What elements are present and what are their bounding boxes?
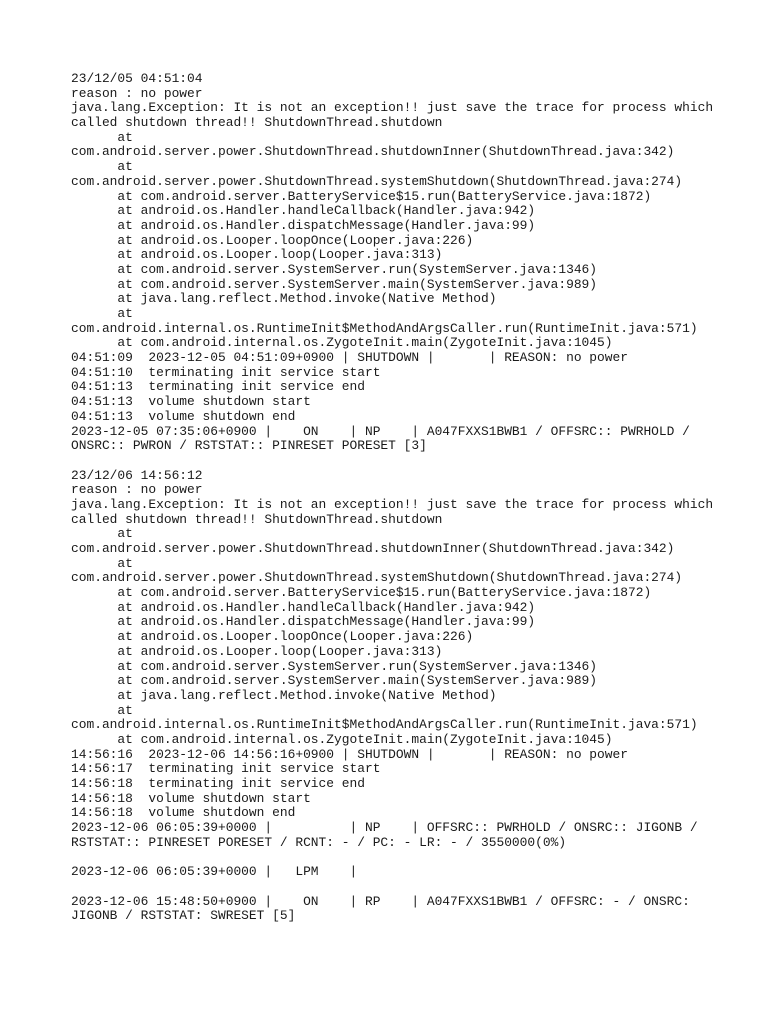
log-line: com.android.server.power.ShutdownThread.systemShutdown(ShutdownThread.java:274): [71, 173, 683, 189]
log-line: JIGONB / RSTSTAT: SWRESET [5]: [71, 908, 296, 924]
log-line: RSTSTAT:: PINRESET PORESET / RCNT: - / PC: - LR: - / 3550000(0%): [71, 834, 567, 850]
log-line: at com.android.internal.os.ZygoteInit.main(ZygoteInit.java:1045): [71, 335, 613, 351]
log-line: at android.os.Looper.loopOnce(Looper.java:226): [71, 232, 474, 248]
log-line: at com.android.server.BatteryService$15.run(BatteryService.java:1872): [71, 585, 652, 601]
log-line: at com.android.server.BatteryService$15.run(BatteryService.java:1872): [71, 188, 652, 204]
log-document: [71, 72, 751, 924]
log-line: at android.os.Handler.handleCallback(Handler.java:942): [71, 599, 536, 615]
log-line: at: [71, 129, 133, 145]
log-line: at: [71, 555, 133, 571]
log-line: 2023-12-06 15:48:50+0900 | ON | RP | A047FXXS1BWB1 / OFFSRC: - / ONSRC:: [71, 893, 690, 909]
log-line: 23/12/06 14:56:12: [71, 467, 203, 483]
log-line: called shutdown thread!! ShutdownThread.shutdown: [71, 511, 443, 527]
log-line: at: [71, 702, 133, 718]
log-line: 14:56:16 2023-12-06 14:56:16+0900 | SHUTDOWN | | REASON: no power: [71, 746, 628, 762]
log-line: 14:56:18 terminating init service end: [71, 776, 365, 791]
log-line: java.lang.Exception: It is not an exception!! just save the trace for process which: [71, 100, 714, 116]
log-line: at android.os.Handler.dispatchMessage(Handler.java:99): [71, 217, 536, 233]
log-line: at android.os.Handler.dispatchMessage(Handler.java:99): [71, 614, 536, 630]
log-line: at android.os.Looper.loop(Looper.java:313): [71, 247, 443, 263]
log-line: at android.os.Looper.loopOnce(Looper.java:226): [71, 629, 474, 645]
log-line: at com.android.server.SystemServer.run(SystemServer.java:1346): [71, 261, 598, 277]
log-line: at java.lang.reflect.Method.invoke(Native Method): [71, 291, 497, 307]
log-line: at com.android.internal.os.ZygoteInit.main(ZygoteInit.java:1045): [71, 731, 613, 747]
log-line: 2023-12-06 06:05:39+0000 | | NP | OFFSRC:: PWRHOLD / ONSRC:: JIGONB /: [71, 820, 698, 836]
log-line: com.android.server.power.ShutdownThread.shutdownInner(ShutdownThread.java:342): [71, 541, 675, 556]
log-line: com.android.server.power.ShutdownThread.systemShutdown(ShutdownThread.java:274): [71, 570, 683, 586]
log-line: at java.lang.reflect.Method.invoke(Native Method): [71, 687, 497, 703]
blank-line: [71, 880, 751, 895]
blank-line: [71, 850, 751, 865]
log-line: at: [71, 159, 133, 175]
log-line: com.android.internal.os.RuntimeInit$MethodAndArgsCaller.run(RuntimeInit.java:571): [71, 320, 698, 336]
log-line: at com.android.server.SystemServer.main(SystemServer.java:989): [71, 276, 598, 292]
log-line: 04:51:10 terminating init service start: [71, 364, 381, 380]
log-line: 04:51:09 2023-12-05 04:51:09+0900 | SHUTDOWN | | REASON: no power: [71, 350, 628, 366]
log-line: java.lang.Exception: It is not an exception!! just save the trace for process which: [71, 496, 714, 512]
log-line: 23/12/05 04:51:04: [71, 71, 203, 86]
log-line: called shutdown thread!! ShutdownThread.shutdown: [71, 115, 443, 131]
log-line: 14:56:18 volume shutdown end: [71, 805, 296, 821]
log-line: 04:51:13 terminating init service end: [71, 379, 365, 395]
blank-line: [71, 454, 751, 469]
log-line: com.android.server.power.ShutdownThread.shutdownInner(ShutdownThread.java:342): [71, 144, 675, 160]
log-line: 2023-12-06 06:05:39+0000 | LPM |: [71, 864, 358, 880]
log-line: at: [71, 526, 133, 542]
log-line: com.android.internal.os.RuntimeInit$MethodAndArgsCaller.run(RuntimeInit.java:571): [71, 717, 698, 733]
log-line: at android.os.Looper.loop(Looper.java:313): [71, 643, 443, 659]
log-line: 04:51:13 volume shutdown end: [71, 408, 296, 424]
log-line: reason : no power: [71, 482, 203, 498]
log-line: 2023-12-05 07:35:06+0900 | ON | NP | A047FXXS1BWB1 / OFFSRC:: PWRHOLD /: [71, 423, 690, 439]
log-line: 14:56:17 terminating init service start: [71, 761, 381, 777]
log-line: at: [71, 306, 133, 321]
log-line: at com.android.server.SystemServer.run(SystemServer.java:1346): [71, 658, 598, 674]
log-line: reason : no power: [71, 85, 203, 101]
log-line: at com.android.server.SystemServer.main(SystemServer.java:989): [71, 673, 598, 689]
log-line: 14:56:18 volume shutdown start: [71, 790, 311, 806]
log-line: 04:51:13 volume shutdown start: [71, 394, 311, 410]
log-line: ONSRC:: PWRON / RSTSTAT:: PINRESET PORESET [3]: [71, 438, 427, 454]
log-line: at android.os.Handler.handleCallback(Handler.java:942): [71, 203, 536, 219]
